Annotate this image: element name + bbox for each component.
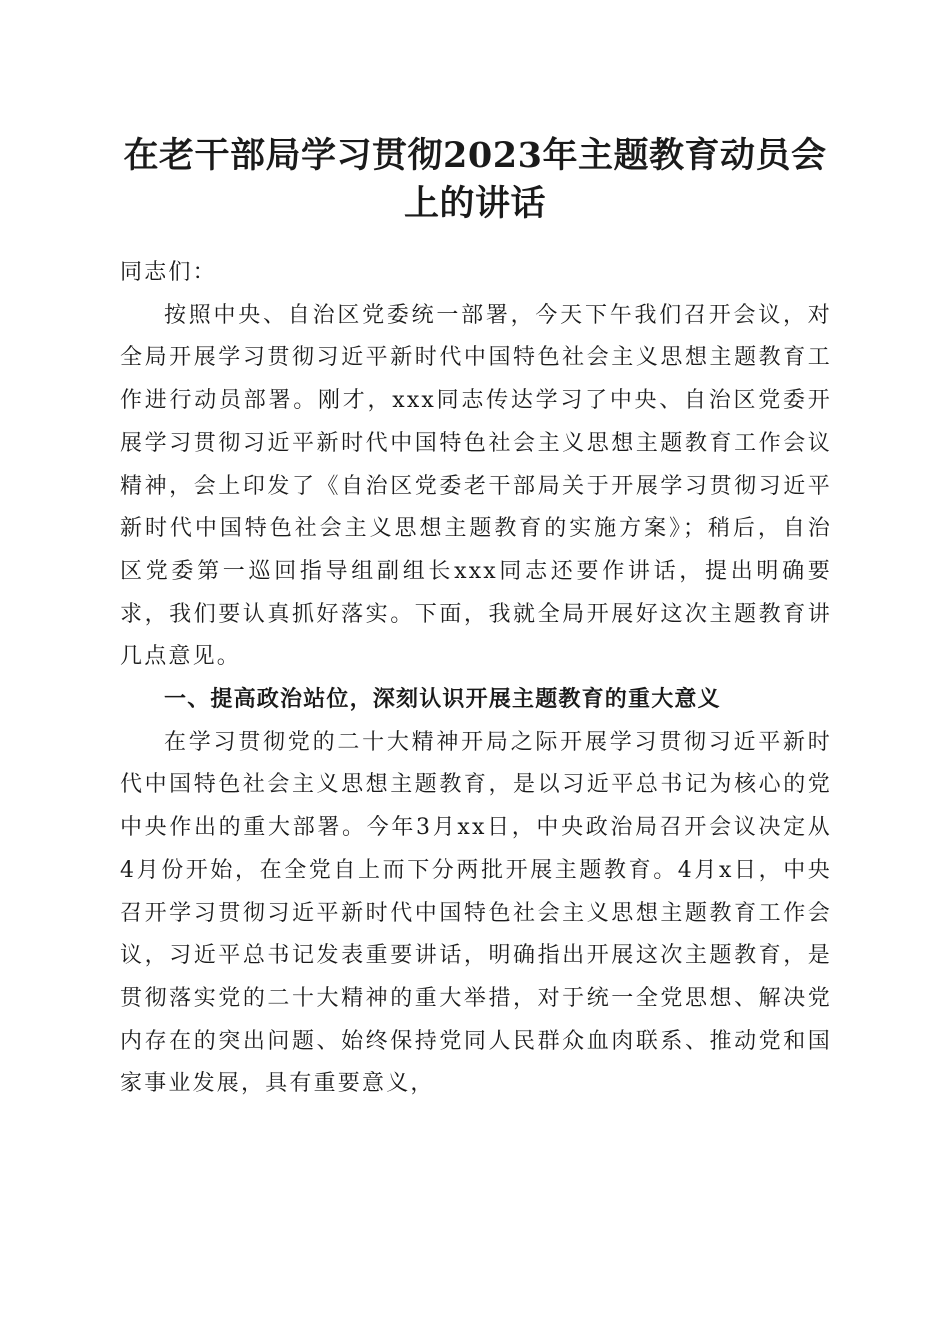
section-heading-1: 一、提高政治站位，深刻认识开展主题教育的重大意义 [164, 687, 721, 713]
document-body [120, 252, 832, 1106]
document-title [100, 132, 850, 228]
title-line-2: 上的讲话 [403, 183, 546, 224]
salutation: 同志们： [120, 260, 217, 285]
paragraph-intro: 按照中央、自治区党委统一部署，今天下午我们召开会议，对全局开展学习贯彻习近平新时代中国特色社会主义思想主题教育工作进行动员部署。刚才，xxx同志传达学习了中央、自治区党委开展学习贯彻习近平新时代中国特色社会主义思想主题教育工作会议精神，会上印发了《自治区党委老干部局关于开展学习贯彻习近平新时代中国特色社会主义思想主题教育的实施方案》；稍后，自治区党委第一巡回指导组副组长xxx同志还要作讲话，提出明确要求，我们要认真抓好落实。下面，我就全局开展好这次主题教育讲几点意见。 [120, 302, 832, 670]
paragraph-section-1: 在学习贯彻党的二十大精神开局之际开展学习贯彻习近平新时代中国特色社会主义思想主题教育，是以习近平总书记为核心的党中央作出的重大部署。今年3月xx日，中央政治局召开会议决定从4月份开始，在全党自上而下分两批开展主题教育。4月x日，中央召开学习贯彻习近平新时代中国特色社会主义思想主题教育工作会议，习近平总书记发表重要讲话，明确指出开展这次主题教育，是贯彻落实党的二十大精神的重大举措，对于统一全党思想、解决党内存在的突出问题、始终保持党同人民群众血肉联系、推动党和国家事业发展，具有重要意义， [120, 729, 832, 1097]
title-line-1: 在老干部局学习贯彻2023年主题教育动员会 [123, 135, 827, 176]
